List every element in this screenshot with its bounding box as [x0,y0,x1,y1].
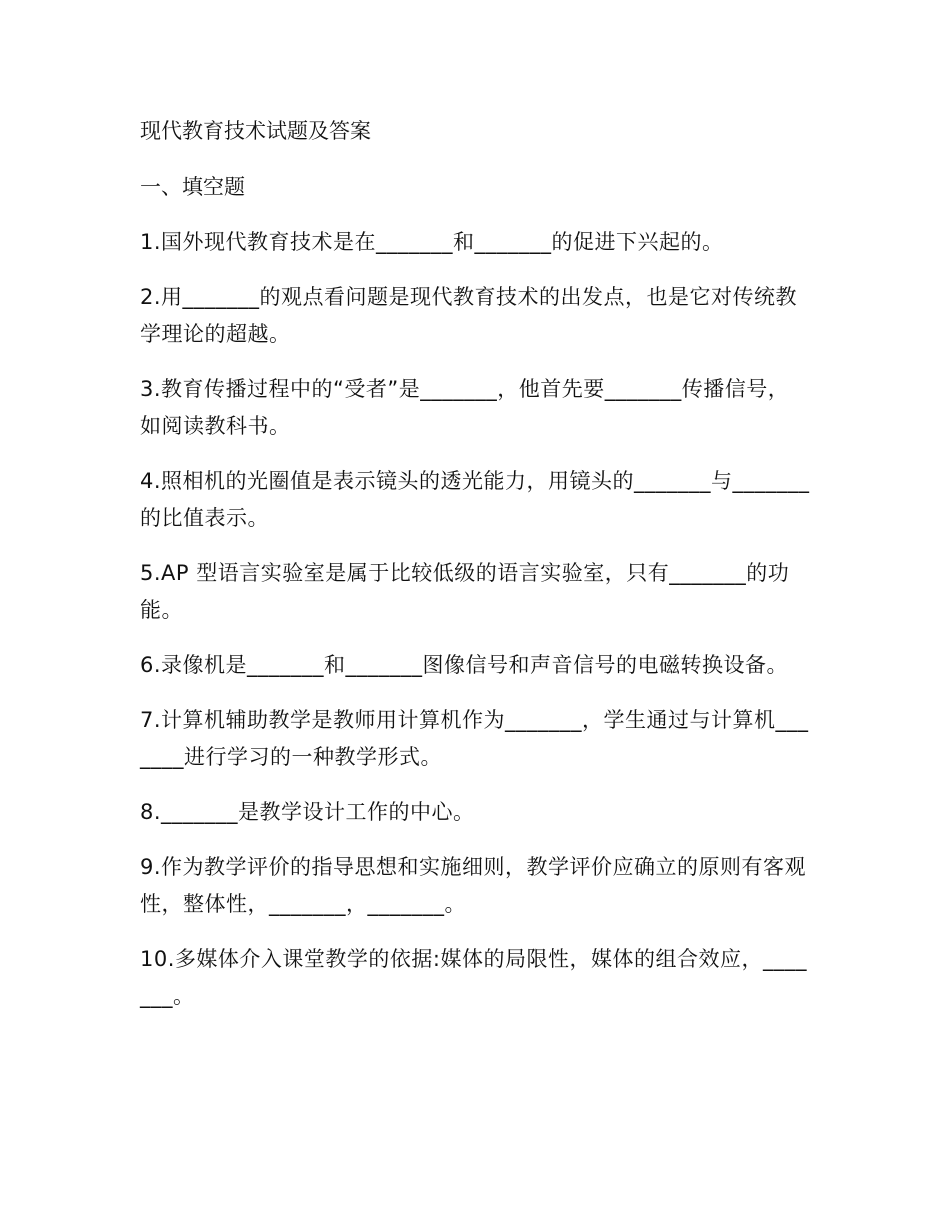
question-8: 8._______是教学设计工作的中心。 [140,800,475,824]
question-4: 4.照相机的光圈值是表示镜头的透光能力，用镜头的_______与_______的比值表示。 [140,469,810,530]
question-1: 1.国外现代教育技术是在_______和_______的促进下兴起的。 [140,230,724,254]
question-9: 9.作为教学评价的指导思想和实施细则，教学评价应确立的原则有客观性，整体性，_______，_______。 [140,855,807,916]
document-title: 现代教育技术试题及答案 [140,119,371,143]
question-10: 10.多媒体介入课堂教学的依据:媒体的局限性，媒体的组合效应，_______。 [140,947,807,1008]
section-heading: 一、填空题 [140,175,245,199]
question-3: 3.教育传播过程中的“受者”是_______，他首先要_______传播信号，如阅读教科书。 [140,377,790,438]
question-6: 6.录像机是_______和_______图像信号和声音信号的电磁转换设备。 [140,653,789,677]
document-page [140,112,810,1033]
question-2: 2.用_______的观点看问题是现代教育技术的出发点，也是它对传统教学理论的超越。 [140,285,798,346]
question-5: 5.AP 型语言实验室是属于比较低级的语言实验室，只有_______的功能。 [140,561,790,622]
question-7: 7.计算机辅助教学是教师用计算机作为_______，学生通过与计算机_______进行学习的一种教学形式。 [140,708,809,769]
